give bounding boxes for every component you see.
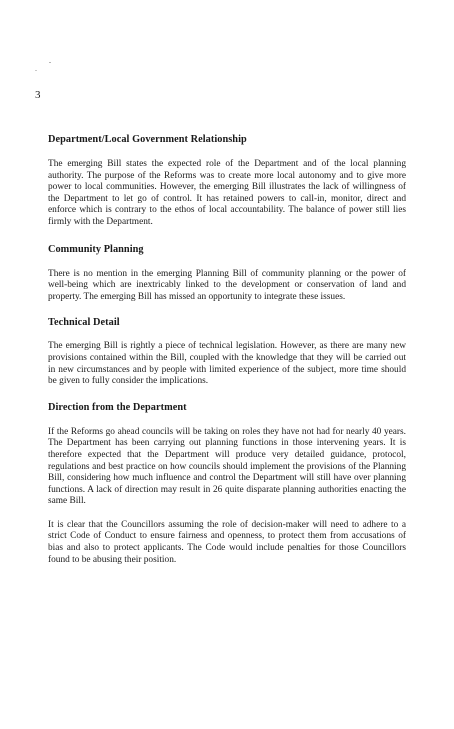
section-paragraph-code-of-conduct: It is clear that the Councillors assuming the role of decision-maker will need to adhere to a strict Code of Conduct to ensure fairness and openness, to protect them from accusations of bias and also to protect applicants. The Code would include penalties for those Councillors found to be abusing their position. xyxy=(48,519,406,565)
section-paragraph-community-planning: There is no mention in the emerging Planning Bill of community planning or the power of well-being which are inextricably linked to the development or conservation of land and property. The emerging Bill has missed an opportunity to integrate these issues. xyxy=(48,268,406,302)
section-paragraph-technical-detail: The emerging Bill is rightly a piece of technical legislation. However, as there are many new provisions contained within the Bill, coupled with the knowledge that they will be carried out in new circumstances and by people with limited experience of the subject, more time should be given to fully consider the implications. xyxy=(48,341,406,387)
section-heading-community-planning: Community Planning xyxy=(48,243,144,255)
section-paragraph-direction-from-department: If the Reforms go ahead councils will be taking on roles they have not had for nearly 40 years. The Department has been carrying out planning functions in those intervening years. It is therefore expected that the Department will produce very detailed guidance, protocol, regulations and best practice on how councils should implement the provisions of the Planning Bill, considering how much influence and control the Department will still have over planning functions. A lack of direction may result in 26 quite disparate planning authorities enacting the same Bill. xyxy=(48,426,406,507)
document-body xyxy=(48,133,406,579)
section-paragraph-department-relationship: The emerging Bill states the expected role of the Department and of the local planning authority. The purpose of the Reforms was to create more local autonomy and to give more power to local communities. However, the emerging Bill illustrates the lack of willingness of the Department to let go of control. It has retained powers to call-in, monitor, direct and enforce which is contrary to the ethos of local accountability. The balance of power still lies firmly with the Department. xyxy=(48,159,406,227)
section-heading-direction-from-department: Direction from the Department xyxy=(48,401,187,413)
section-heading-department-relationship: Department/Local Government Relationship xyxy=(48,134,247,145)
section-heading-technical-detail: Technical Detail xyxy=(48,317,120,329)
scan-speck xyxy=(49,62,51,63)
scan-speck xyxy=(35,70,37,71)
page-number: 3 xyxy=(35,89,41,101)
